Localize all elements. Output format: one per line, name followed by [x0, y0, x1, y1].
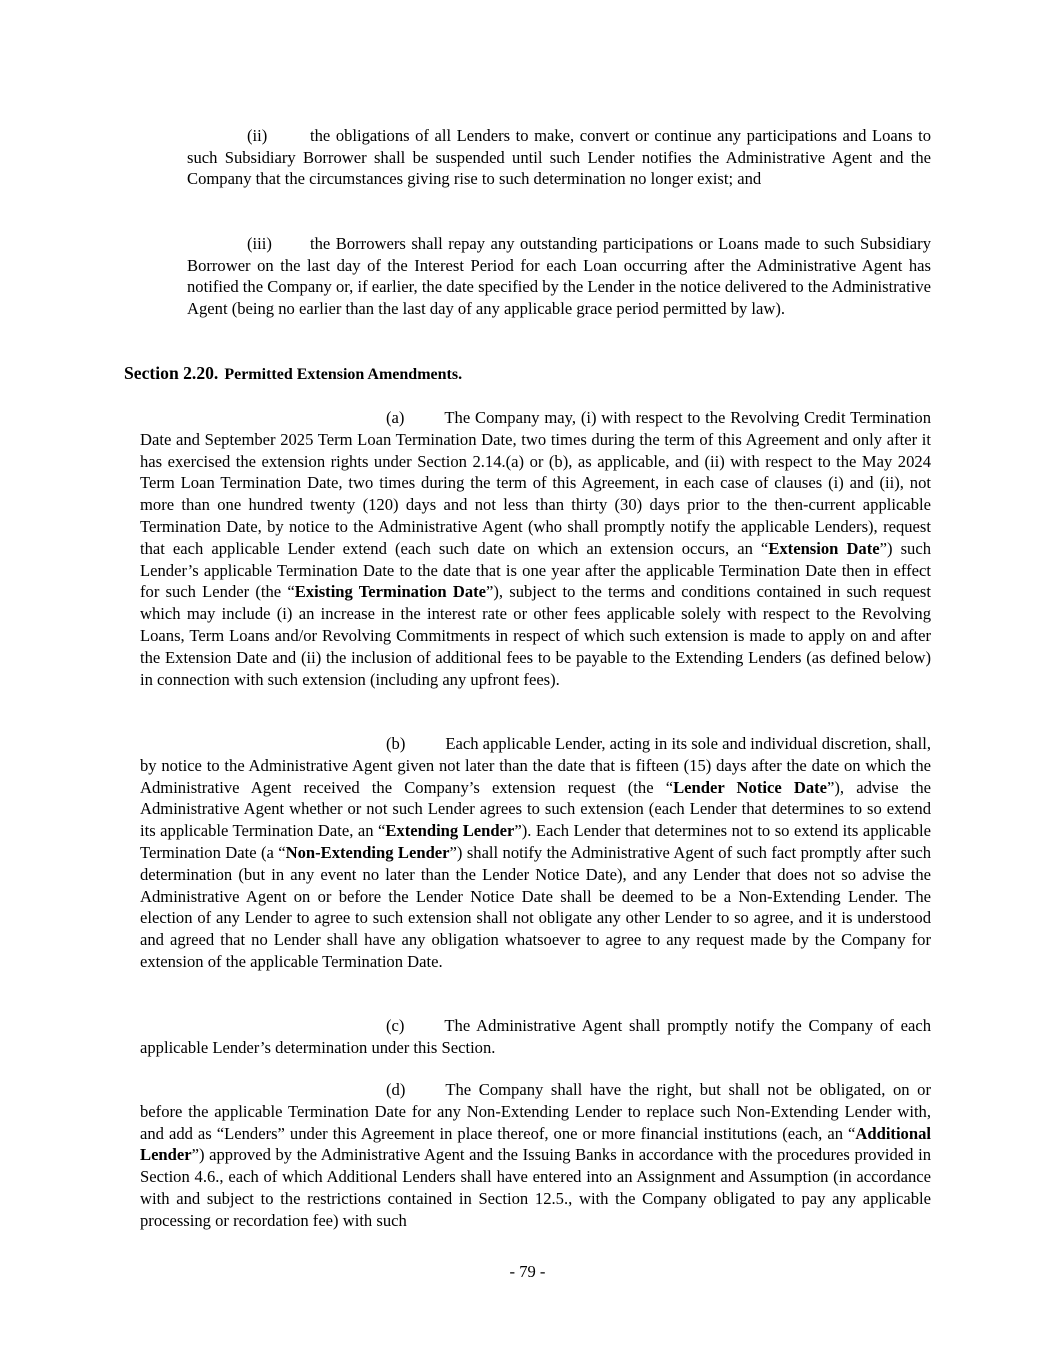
- defined-term-non-extending-lender: Non-Extending Lender: [285, 842, 450, 862]
- paragraph-b: [140, 733, 931, 973]
- paragraph-text: ”) such Lender’s applicable Termination Date to the date that is one year after the applicable Termination Date then in effect for such Lender (the “: [140, 538, 931, 602]
- clause-label: (ii): [247, 126, 268, 145]
- paragraph-d: [140, 1079, 931, 1232]
- clause-text: the obligations of all Lenders to make, convert or continue any participations and Loans to such Subsidiary Borrower shall be suspended until such Lender notifies the Administrative Agent and the Company that the circumstances giving rise to such determination no longer exist; and: [187, 126, 931, 189]
- paragraph-text: The Company may, (i) with respect to the Revolving Credit Termination Date and September 2025 Term Loan Termination Date, two times during the term of this Agreement and only after it has exercised the extension rights under Section 2.14.(a) or (b), as applicable, and (ii) with respect to the May 2024 Term Loan Termination Date, two times during the term of this Agreement, in each case of clauses (i) and (ii), not more than one hundred twenty (120) days and not less than thirty (30) days prior to the then-current applicable Termination Date, by notice to the Administrative Agent (who shall promptly notify the applicable Lenders), request that each applicable Lender extend (each such date on which an extension occurs, an “: [140, 408, 931, 558]
- paragraph-label: (a): [386, 408, 405, 427]
- section-heading: [124, 363, 462, 384]
- paragraph-label: (b): [386, 734, 406, 753]
- section-number: Section 2.20.: [124, 363, 219, 383]
- clause-ii: [187, 125, 931, 190]
- clause-text: the Borrowers shall repay any outstanding participations or Loans made to such Subsidiary Borrower on the last day of the Interest Period for each Loan occurring after the Administrative Agent has notified the Company or, if earlier, the date specified by the Lender in the notice delivered to the Administrative Agent (being no earlier than the last day of any applicable grace period permitted by law).: [187, 234, 931, 318]
- paragraph-c: [140, 1015, 931, 1059]
- paragraph-text: Each applicable Lender, acting in its sole and individual discretion, shall, by notice to the Administrative Agent given not later than the date that is fifteen (15) days after the date on which the Administrative Agent received the Company’s extension request (the “: [140, 734, 931, 797]
- paragraph-text: ”), subject to the terms and conditions contained in such request which may include (i) an increase in the interest rate or other fees applicable solely with respect to the Revolving Loans, Term Loans and/or Revolving Commitments in respect of which such extension is made to apply on and after the Extension Date and (ii) the inclusion of additional fees to be payable to the Extending Lenders (as defined below) in connection with such extension (including any upfront fees).: [140, 582, 931, 689]
- defined-term-extending-lender: Extending Lender: [385, 821, 515, 841]
- paragraph-text: ”), advise the Administrative Agent whether or not such Lender agrees to such extension (each Lender that determines to so extend its applicable Termination Date, an “: [140, 777, 932, 841]
- clause-iii: [187, 233, 931, 319]
- paragraph-text: ”) shall notify the Administrative Agent of such fact promptly after such determination (but in any event no later than the Lender Notice Date), and any Lender that does not so advise the Administrative Agent on or before the Lender Notice Date shall be deemed to be a Non-Extending Lender. The election of any Lender to agree to such extension shall not obligate any other Lender to so agree, and it is understood and agreed that no Lender shall have any obligation whatsoever to agree to any request made by the Company for extension of the applicable Termination Date.: [140, 842, 932, 971]
- defined-term-additional-lender: Additional Lender: [140, 1123, 931, 1165]
- defined-term-extension-date: Extension Date: [768, 538, 880, 558]
- paragraph-text: The Administrative Agent shall promptly notify the Company of each applicable Lender’s determination under this Section.: [140, 1016, 931, 1057]
- paragraph-a: [140, 407, 931, 690]
- paragraph-text: The Company shall have the right, but shall not be obligated, on or before the applicable Termination Date for any Non-Extending Lender to replace such Non-Extending Lender with, and add as “Lenders” under this Agreement in place thereof, one or more financial institutions (each, an “: [140, 1080, 931, 1143]
- paragraph-label: (c): [386, 1016, 405, 1035]
- section-title: Permitted Extension Amendments.: [224, 366, 463, 383]
- paragraph-label: (d): [386, 1080, 406, 1099]
- paragraph-text: ”). Each Lender that determines not to so extend its applicable Termination Date (a “: [140, 821, 932, 862]
- defined-term-existing-termination-date: Existing Termination Date: [294, 582, 487, 602]
- paragraph-text: ”) approved by the Administrative Agent and the Issuing Banks in accordance with the procedures provided in Section 4.6., each of which Additional Lenders shall have entered into an Assignment and Assumption (in accordance with and subject to the restrictions contained in Section 12.5., with the Company obligated to pay any applicable processing or recordation fee) with such: [140, 1145, 931, 1230]
- page-number: - 79 -: [509, 1262, 546, 1281]
- defined-term-lender-notice-date: Lender Notice Date: [673, 777, 828, 797]
- clause-label: (iii): [247, 234, 272, 253]
